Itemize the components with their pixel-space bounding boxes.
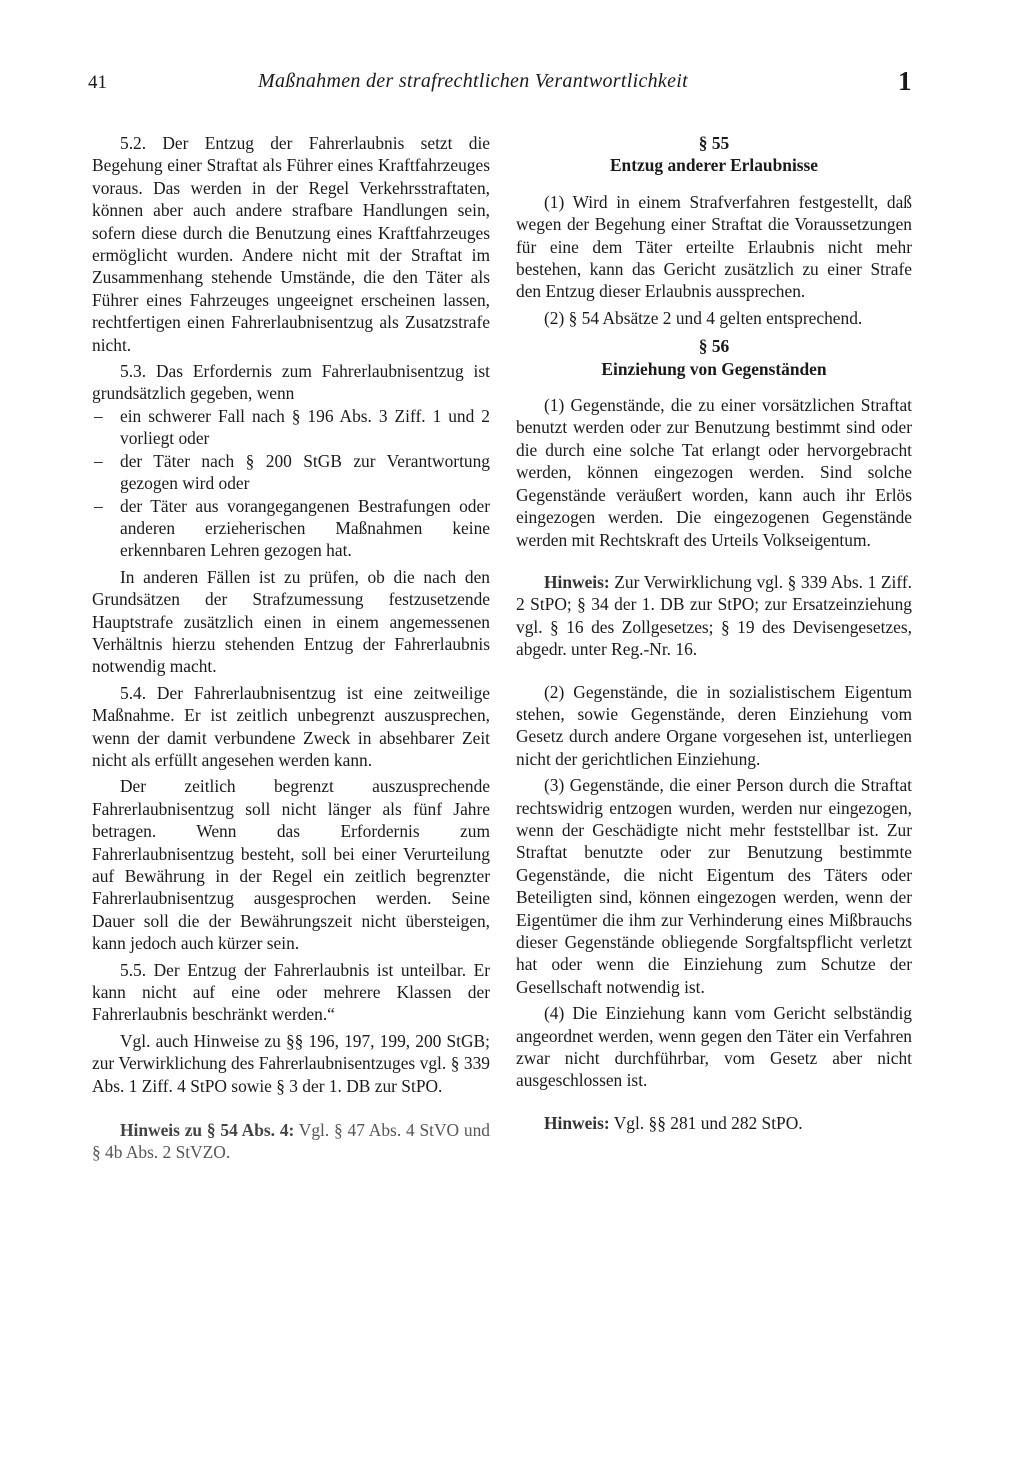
page-header bbox=[88, 66, 928, 104]
list-item: – der Täter aus vorangegangenen Bestrafungen oder anderen erzieherischen Maßnahmen keine erkennbaren Lehren gezogen hat. bbox=[92, 495, 490, 562]
section-56-paragraph-4: (4) Die Einziehung kann vom Gericht selbständig angeordnet werden, wenn gegen den Täter ein Verfahren zwar nicht durchführbar, vom Gesetz aber nicht ausgeschlossen ist. bbox=[516, 1003, 912, 1091]
paragraph-time-limited: Der zeitlich begrenzt auszusprechende Fahrerlaubnisentzug soll nicht länger als fünf Jahre betragen. Wenn das Erfordernis zum Fahrerlaubnisentzug besteht, soll bei einer Verurteilung auf Bewährung in der Regel ein zeitlich begrenzter Fahrerlaubnisentzug ausgesprochen werden. Seine Dauer soll die der Bewährungszeit nicht übersteigen, kann jedoch auch kürzer sein. bbox=[92, 776, 490, 954]
page-number: 41 bbox=[88, 72, 107, 93]
chapter-number: 1 bbox=[898, 66, 912, 96]
section-55-paragraph-2: (2) § 54 Absätze 2 und 4 gelten entsprechend. bbox=[544, 307, 863, 328]
hint-note-56-2 bbox=[516, 1112, 912, 1134]
hint-note-54 bbox=[92, 1119, 490, 1164]
paragraph-5-5: 5.5. Der Entzug der Fahrerlaubnis ist unteilbar. Er kann nicht auf eine oder mehrere Klassen der Fahrerlaubnis beschränkt werden.“ bbox=[92, 959, 490, 1025]
condition-list bbox=[92, 405, 490, 562]
hint-label: Hinweis: bbox=[544, 1112, 610, 1133]
running-title: Maßnahmen der strafrechtlichen Verantwortlichkeit bbox=[258, 70, 688, 92]
paragraph-5-2: 5.2. Der Entzug der Fahrerlaubnis setzt die Begehung einer Straftat als Führer eines Kraftfahrzeuges voraus. Das werden in der Regel Verkehrsstraftaten, können aber auch andere strafbare Handlungen sein, sofern diese durch die Benutzung eines Kraftfahrzeuges ermöglicht wurden. Andere nicht mit der Straftat im Zusammenhang stehende Umstände, die den Täter als Führer eines Fahrzeuges ungeeignet erscheinen lassen, rechtfertigen einen Fahrerlaubnisentzug als Zusatzstrafe nicht. bbox=[92, 133, 490, 355]
section-55-paragraph-1: (1) Wird in einem Strafverfahren festgestellt, daß wegen der Begehung einer Straftat die Voraussetzungen für eine dem Täter erteilte Erlaubnis nicht mehr bestehen, kann das Gericht zusätzlich zu einer Strafe den Entzug dieser Erlaubnis aussprechen. bbox=[516, 191, 912, 302]
list-item: – ein schwerer Fall nach § 196 Abs. 3 Ziff. 1 und 2 vorliegt oder bbox=[92, 405, 490, 450]
hint-text: Vgl. § 47 Abs. 4 StVO und § 4b Abs. 2 StVZO. bbox=[92, 1120, 490, 1163]
left-column bbox=[92, 132, 490, 1164]
section-56-paragraph-2: (2) Gegenstände, die in sozialistischem Eigentum stehen, sowie Gegenstände, deren Einziehung vom Gesetz durch andere Organe vorgesehen ist, unterliegen nicht der gerichtlichen Einziehung. bbox=[516, 681, 912, 769]
paragraph-5-3: 5.3. Das Erfordernis zum Fahrerlaubnisentzug ist grundsätzlich gegeben, wenn bbox=[92, 361, 490, 404]
paragraph-references: Vgl. auch Hinweise zu §§ 196, 197, 199, 200 StGB; zur Verwirklichung des Fahrerlaubnisentzuges vgl. § 339 Abs. 1 Ziff. 4 StPO sowie § 3 der 1. DB zur StPO. bbox=[92, 1030, 490, 1096]
hint-label: Hinweis zu § 54 Abs. 4: bbox=[120, 1120, 295, 1141]
hint-text: Vgl. §§ 281 und 282 StPO. bbox=[609, 1112, 803, 1133]
hint-text: Zur Verwirklichung vgl. § 339 Abs. 1 Ziff. 2 StPO; § 34 der 1. DB zur StPO; zur Ersatzeinziehung vgl. § 16 des Zollgesetzes; § 19 des Devisengesetzes, abgedr. unter Reg.-Nr. 16. bbox=[516, 571, 912, 660]
hint-label: Hinweis: bbox=[544, 571, 610, 592]
hint-note-56-1 bbox=[516, 571, 912, 661]
section-56-paragraph-1: (1) Gegenstände, die zu einer vorsätzlichen Straftat benutzt werden oder zur Benutzung bestimmt sind oder die durch eine solche Tat erlangt oder hervorgebracht werden, können eingezogen werden. Sind solche Gegenstände veräußert worden, kann auch ihr Erlös eingezogen werden. Die eingezogenen Gegenstände werden mit Rechtskraft des Urteils Volkseigentum. bbox=[516, 395, 912, 550]
paragraph-other-cases: In anderen Fällen ist zu prüfen, ob die nach den Grundsätzen der Strafzumessung festzusetzende Hauptstrafe zusätzlich einen in einem angemessenen Verhältnis hierzu stehenden Entzug der Fahrerlaubnis notwendig macht. bbox=[92, 566, 490, 677]
section-56-paragraph-3: (3) Gegenstände, die einer Person durch die Straftat rechtswidrig entzogen wurden, werden nur eingezogen, wenn der Geschädigte nicht mehr feststellbar ist. Zur Straftat benutzte oder zur Benutzung bestimmte Gegenstände, die nicht Eigentum des Täters oder Beteiligten sind, können eingezogen werden, wenn der Eigentümer die ihm zur Verhinderung eines Mißbrauchs dieser Gegenstände obliegende Sorgfaltspflicht verletzt hat oder wenn die Einziehung zum Schutze der Gesellschaft notwendig ist. bbox=[516, 775, 912, 997]
section-56-number: § 56 bbox=[698, 336, 730, 357]
right-column bbox=[516, 132, 912, 1134]
paragraph-5-4: 5.4. Der Fahrerlaubnisentzug ist eine zeitweilige Maßnahme. Er ist zeitlich unbegrenzt auszusprechen, wenn der damit verbundene Zweck in absehbarer Zeit nicht als erfüllt angesehen werden kann. bbox=[92, 682, 490, 770]
section-55-number: § 55 bbox=[698, 133, 730, 153]
section-56-title: Einziehung von Gegenständen bbox=[601, 358, 827, 379]
list-item: – der Täter nach § 200 StGB zur Verantwortung gezogen wird oder bbox=[92, 450, 490, 495]
section-55-title: Entzug anderer Erlaubnisse bbox=[609, 155, 819, 176]
